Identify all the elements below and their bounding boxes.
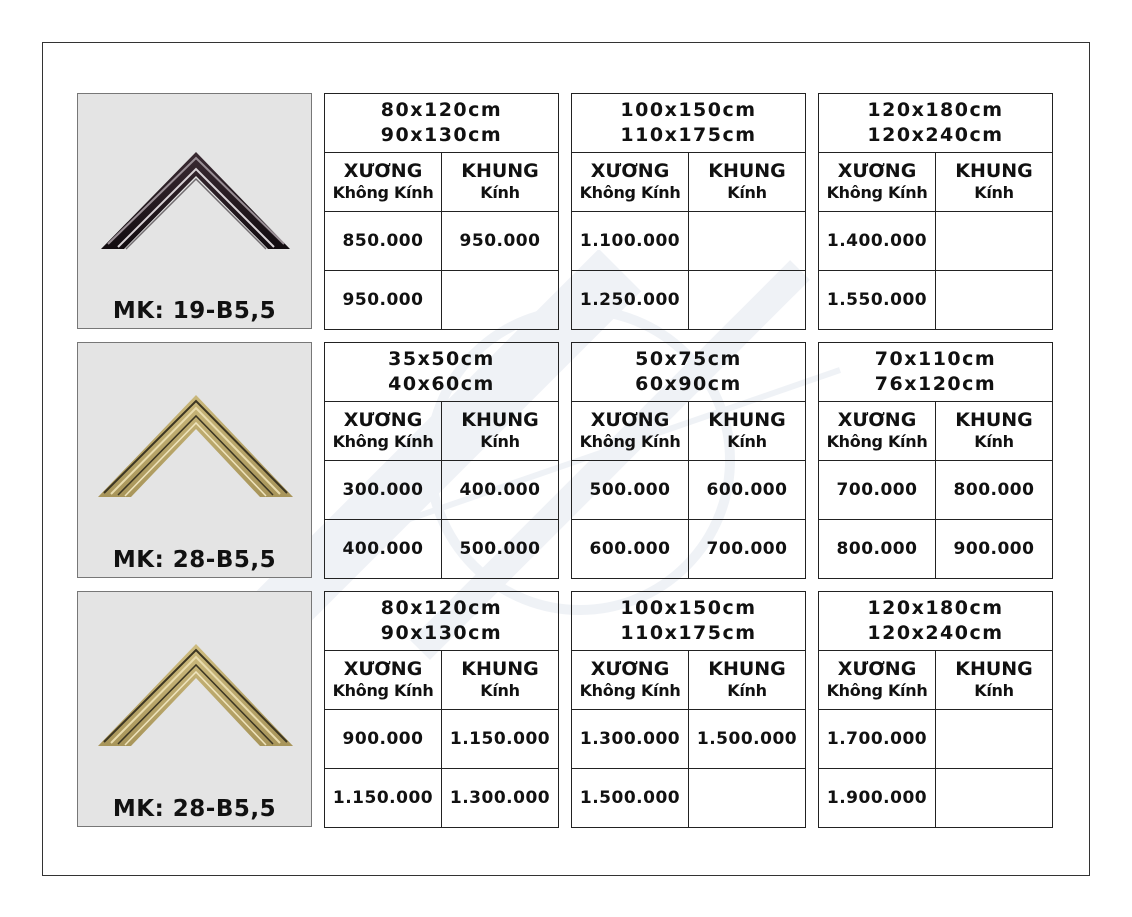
col-header-bone: XƯƠNG Không Kính <box>325 402 442 461</box>
size-header: 100x150cm 110x175cm <box>572 592 806 651</box>
product-code: MK: 19-B5,5 <box>112 298 277 324</box>
price-cell: 1.900.000 <box>819 769 936 828</box>
price-table <box>571 591 806 828</box>
price-cell <box>689 271 806 330</box>
price-cell: 1.150.000 <box>325 769 442 828</box>
price-table <box>818 93 1053 330</box>
price-table <box>571 93 806 330</box>
col-header-bone: XƯƠNG Không Kính <box>819 402 936 461</box>
price-cell: 1.150.000 <box>442 710 559 769</box>
col-header-bone: XƯƠNG Không Kính <box>572 651 689 710</box>
price-cell <box>936 769 1053 828</box>
price-cell: 1.300.000 <box>442 769 559 828</box>
col-header-frame: KHUNG Kính <box>442 651 559 710</box>
size-header: 35x50cm 40x60cm <box>325 343 559 402</box>
product-row <box>77 93 1053 329</box>
price-cell: 500.000 <box>442 520 559 579</box>
price-cell: 950.000 <box>325 271 442 330</box>
price-cell: 1.250.000 <box>572 271 689 330</box>
price-table <box>571 342 806 579</box>
price-cell: 1.500.000 <box>689 710 806 769</box>
product-row <box>77 591 1053 827</box>
price-cell: 900.000 <box>325 710 442 769</box>
price-cell: 900.000 <box>936 520 1053 579</box>
col-header-frame: KHUNG Kính <box>689 153 806 212</box>
price-table <box>324 342 559 579</box>
price-cell <box>442 271 559 330</box>
product-code: MK: 28-B5,5 <box>112 547 277 573</box>
price-table <box>818 591 1053 828</box>
price-cell: 1.500.000 <box>572 769 689 828</box>
price-cell: 1.550.000 <box>819 271 936 330</box>
price-cell: 400.000 <box>442 461 559 520</box>
col-header-bone: XƯƠNG Không Kính <box>819 153 936 212</box>
price-cell: 800.000 <box>936 461 1053 520</box>
col-header-frame: KHUNG Kính <box>442 153 559 212</box>
price-cell: 1.700.000 <box>819 710 936 769</box>
frame-swatch <box>77 591 312 827</box>
col-header-frame: KHUNG Kính <box>936 402 1053 461</box>
price-cell: 950.000 <box>442 212 559 271</box>
price-cell: 1.300.000 <box>572 710 689 769</box>
size-header: 80x120cm 90x130cm <box>325 592 559 651</box>
col-header-bone: XƯƠNG Không Kính <box>572 402 689 461</box>
col-header-frame: KHUNG Kính <box>689 402 806 461</box>
price-cell: 700.000 <box>819 461 936 520</box>
price-cell: 300.000 <box>325 461 442 520</box>
price-table <box>324 93 559 330</box>
price-cell <box>936 212 1053 271</box>
price-table <box>324 591 559 828</box>
size-header: 120x180cm 120x240cm <box>819 94 1053 153</box>
price-cell <box>689 769 806 828</box>
price-cell: 1.100.000 <box>572 212 689 271</box>
col-header-frame: KHUNG Kính <box>442 402 559 461</box>
price-cell <box>936 271 1053 330</box>
price-cell: 400.000 <box>325 520 442 579</box>
price-table <box>818 342 1053 579</box>
size-header: 120x180cm 120x240cm <box>819 592 1053 651</box>
col-header-frame: KHUNG Kính <box>936 153 1053 212</box>
frame-corner-image <box>96 393 295 503</box>
size-header: 50x75cm 60x90cm <box>572 343 806 402</box>
price-cell: 800.000 <box>819 520 936 579</box>
frame-corner-image <box>96 144 295 254</box>
size-header: 100x150cm 110x175cm <box>572 94 806 153</box>
size-header: 70x110cm 76x120cm <box>819 343 1053 402</box>
price-cell <box>689 212 806 271</box>
price-cell: 600.000 <box>689 461 806 520</box>
price-cell: 1.400.000 <box>819 212 936 271</box>
col-header-bone: XƯƠNG Không Kính <box>325 651 442 710</box>
price-cell: 850.000 <box>325 212 442 271</box>
product-code: MK: 28-B5,5 <box>112 796 277 822</box>
col-header-bone: XƯƠNG Không Kính <box>325 153 442 212</box>
col-header-bone: XƯƠNG Không Kính <box>819 651 936 710</box>
product-row <box>77 342 1053 578</box>
col-header-frame: KHUNG Kính <box>689 651 806 710</box>
price-cell: 700.000 <box>689 520 806 579</box>
price-cell: 500.000 <box>572 461 689 520</box>
col-header-bone: XƯƠNG Không Kính <box>572 153 689 212</box>
frame-swatch <box>77 93 312 329</box>
price-cell <box>936 710 1053 769</box>
price-cell: 600.000 <box>572 520 689 579</box>
frame-corner-image <box>96 642 295 752</box>
col-header-frame: KHUNG Kính <box>936 651 1053 710</box>
size-header: 80x120cm 90x130cm <box>325 94 559 153</box>
frame-swatch <box>77 342 312 578</box>
